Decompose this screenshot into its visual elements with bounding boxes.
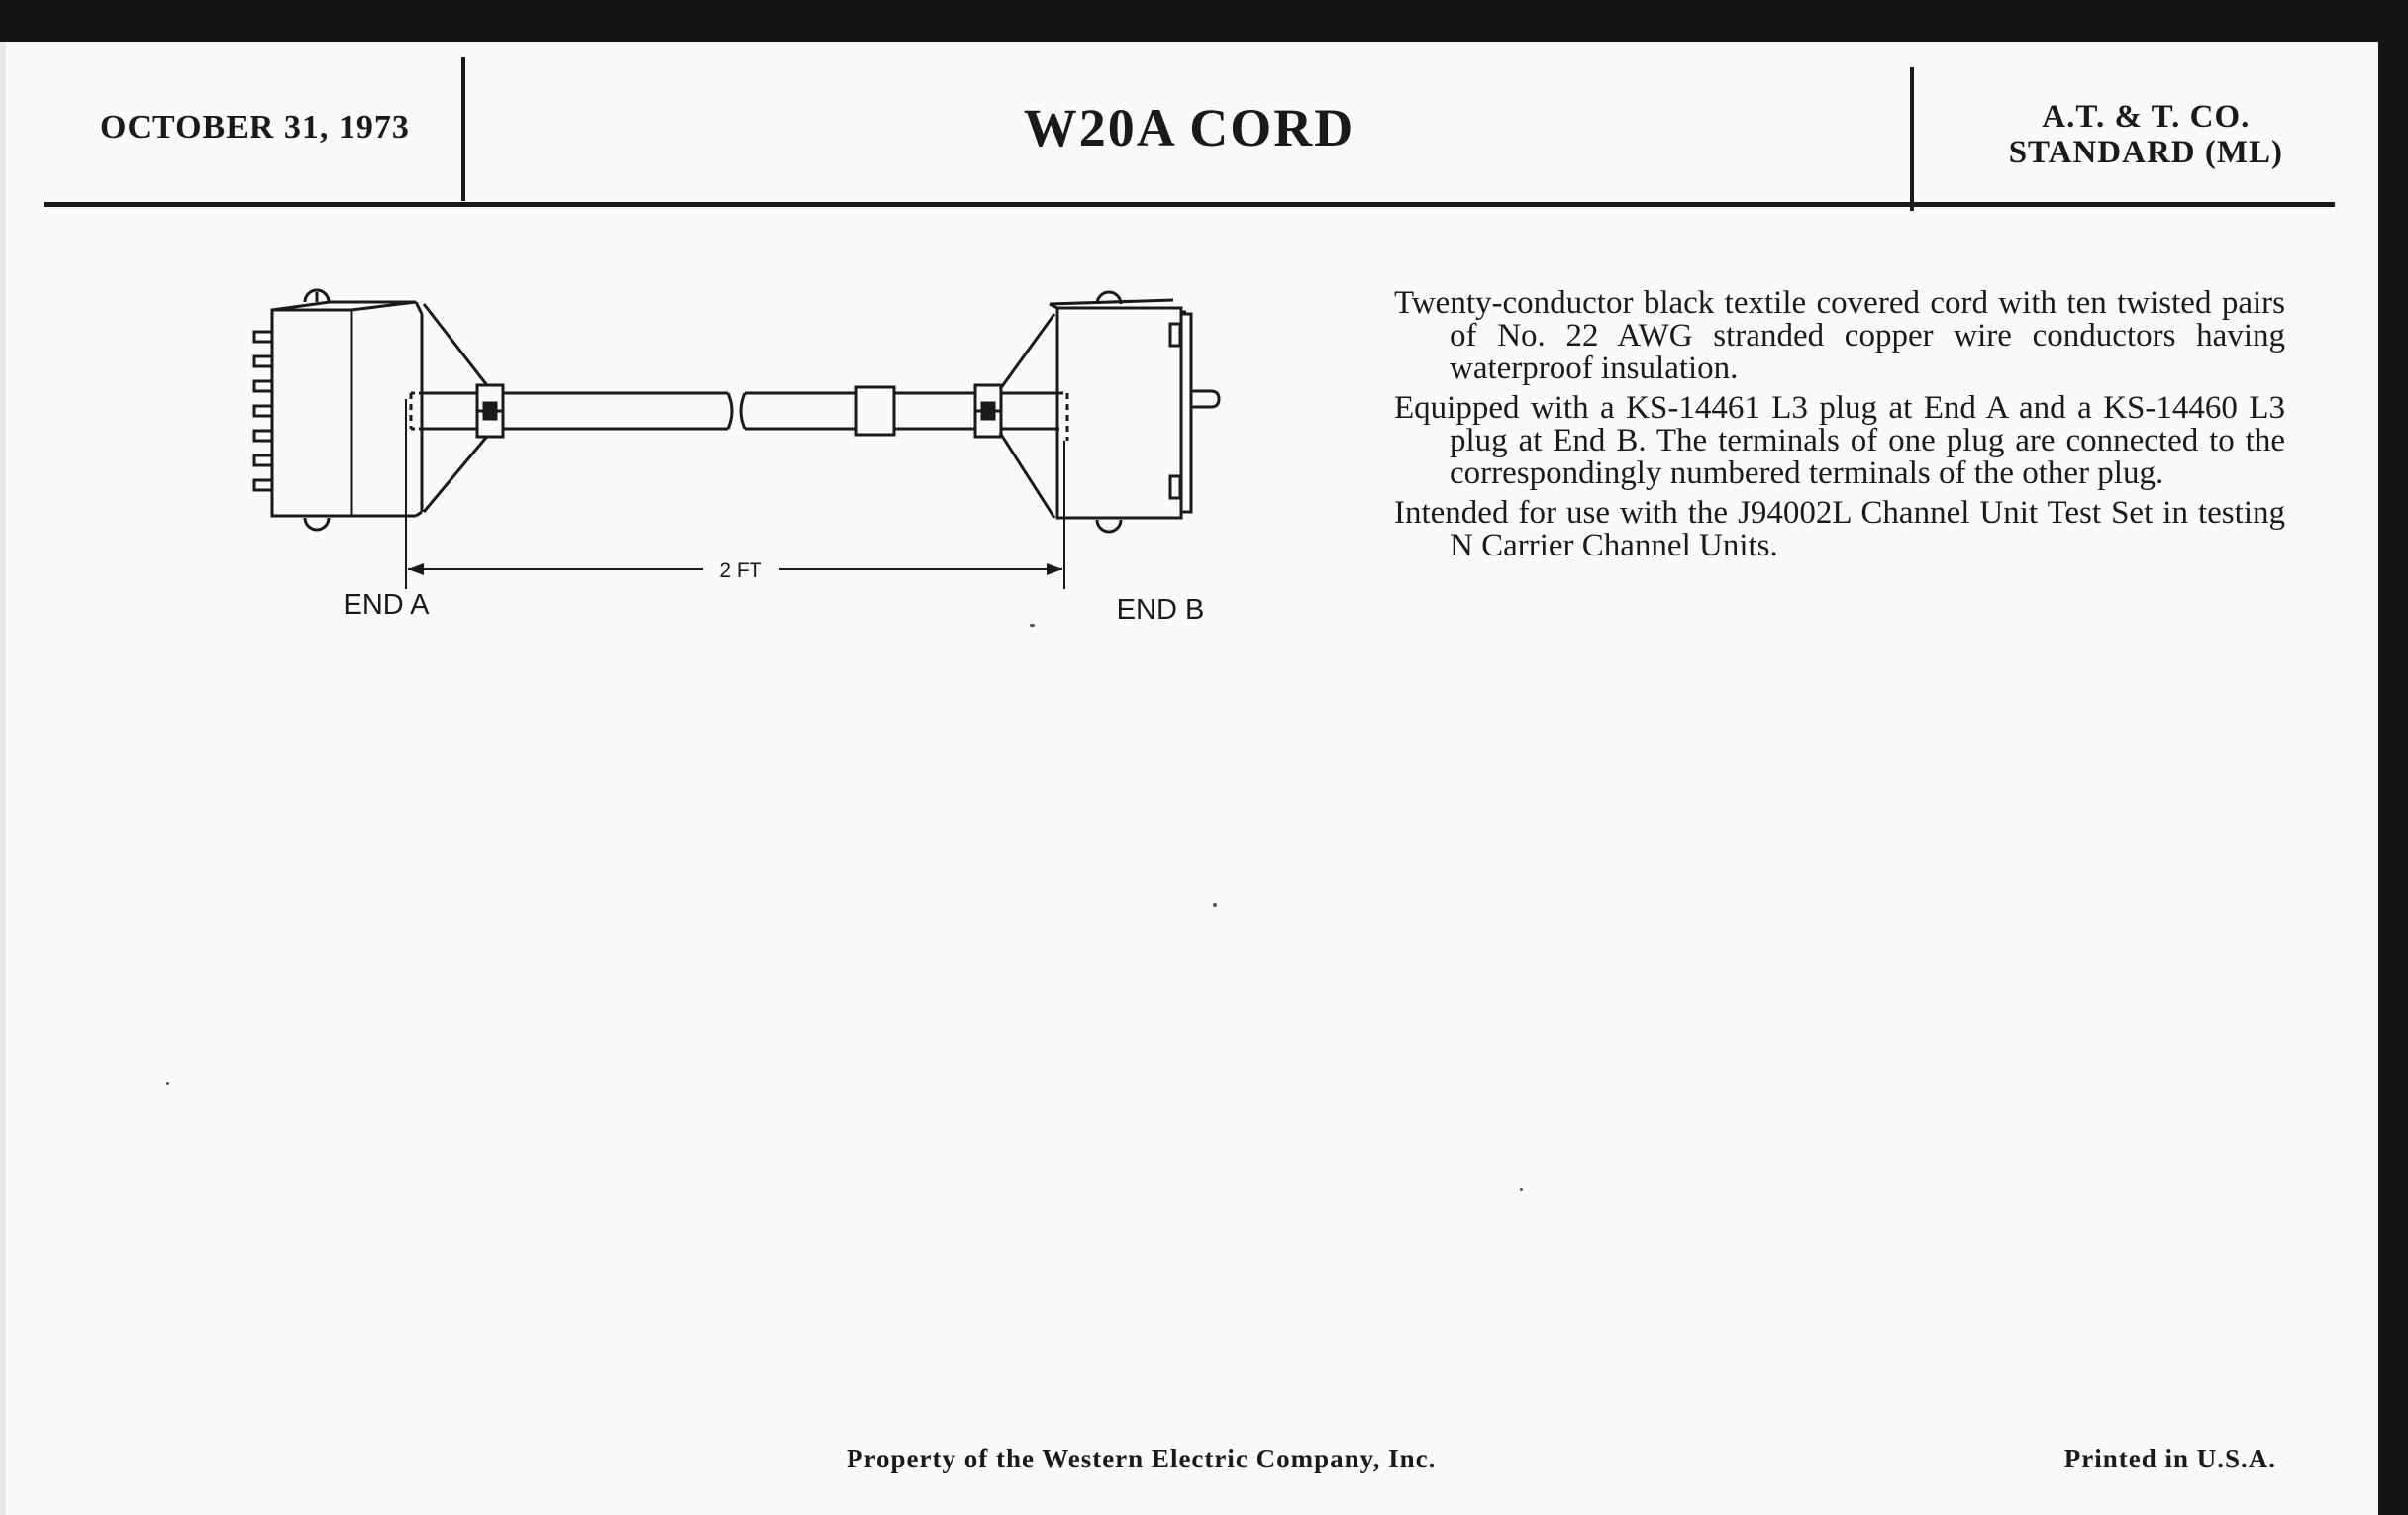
scan-speck [1213,903,1217,907]
end-a-terminal-pins [254,332,272,490]
property-notice: Property of the Western Electric Company, Inc. [847,1444,1437,1473]
scan-right-border [2378,0,2408,1515]
page-title: W20A CORD [1023,98,1355,157]
length-dimension-label: 2 FT [719,559,762,582]
cord-marker-sleeve [856,387,894,435]
end-b-screw-bottom [1097,520,1121,532]
end-a-screw-bottom [305,518,329,530]
description-paragraph: Equipped with a KS-14461 L3 plug at End A and a KS-14460 L3 plug at End B. The terminals of one plug are connected to the correspondingly numbered terminals of the other plug. [1394,390,2285,491]
end-a-label: END A [343,589,430,621]
cord-description [1394,287,2285,569]
description-paragraph: Intended for use with the J94002L Channel Unit Test Set in testing N Carrier Channel Units. [1394,495,2285,563]
header-divider-right [1910,67,1914,211]
standard-label [2009,99,2283,170]
cord-diagram [228,282,1307,649]
printed-notice: Printed in U.S.A. [2063,1444,2276,1473]
end-b-cord-guard [1000,314,1054,518]
scan-speck [1030,624,1035,627]
scan-left-edge [0,42,6,1515]
issue-date: OCTOBER 31, 1973 [100,109,410,146]
scan-speck [166,1082,169,1085]
end-b-label: END B [1116,594,1205,626]
description-paragraph: Twenty-conductor black textile covered cord with ten twisted pairs of No. 22 AWG stranded copper wire conductors having waterproof insulation. [1394,285,2285,386]
standard-label-line1: A.T. & T. CO. [2042,99,2251,135]
end-b-pin [1191,391,1219,407]
scan-top-border [0,0,2408,42]
standard-label-line2: STANDARD (ML) [2008,135,2283,170]
end-b-plug-body [1057,308,1181,518]
header-rule [44,202,2335,207]
page-header [46,57,2333,206]
scan-speck [1520,1188,1523,1191]
end-a-plug-body [272,310,351,516]
